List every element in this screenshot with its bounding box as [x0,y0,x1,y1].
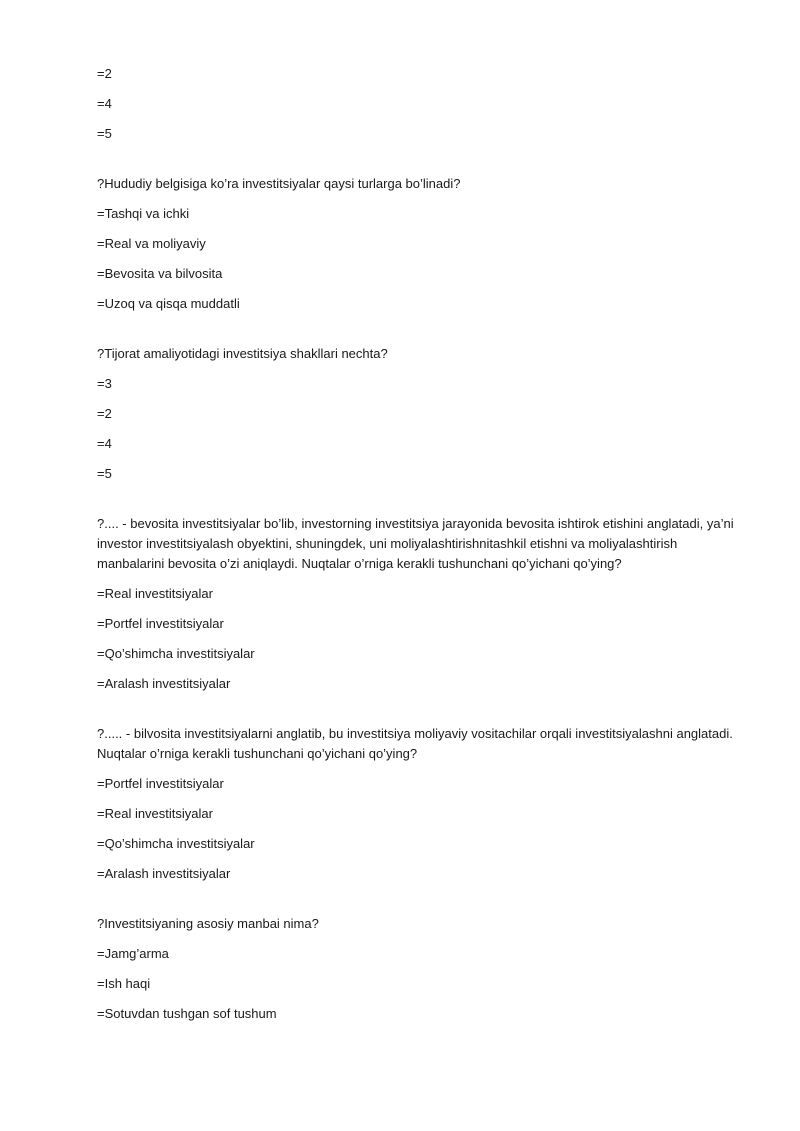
answer-option: =4 [97,96,112,111]
answer-option: =Aralash investitsiyalar [97,676,231,691]
answer-option: =Qo’shimcha investitsiyalar [97,646,255,661]
question-text: ?Tijorat amaliyotidagi investitsiya shakllari nechta? [97,346,388,361]
answer-option: =Qo’shimcha investitsiyalar [97,836,255,851]
answer-option: =Uzoq va qisqa muddatli [97,296,240,311]
answer-option: =4 [97,436,112,451]
answer-option: =Portfel investitsiyalar [97,776,224,791]
answer-option: =Portfel investitsiyalar [97,616,224,631]
answer-option: =Aralash investitsiyalar [97,866,231,881]
question-block [97,174,747,314]
question-block [97,724,747,884]
answer-option: =5 [97,466,112,481]
answer-option: =Sotuvdan tushgan sof tushum [97,1006,277,1021]
answer-option: =Ish haqi [97,976,151,991]
question-block [97,514,747,694]
answer-option: =Jamg’arma [97,946,169,961]
question-text: ?Hududiy belgisiga ko’ra investitsiyalar qaysi turlarga bo’linadi? [97,176,461,191]
question-text: ?Investitsiyaning asosiy manbai nima? [97,916,319,931]
question-block [97,914,747,1024]
document-page [97,64,747,1054]
answer-option: =Bevosita va bilvosita [97,266,223,281]
answer-option: =Real investitsiyalar [97,806,213,821]
answer-option: =2 [97,406,112,421]
answer-option: =Real va moliyaviy [97,236,206,251]
answer-option: =Real investitsiyalar [97,586,213,601]
answer-option: =2 [97,66,112,81]
answer-option: =3 [97,376,112,391]
question-block [97,64,747,144]
answer-option: =5 [97,126,112,141]
question-block [97,344,747,484]
answer-option: =Tashqi va ichki [97,206,190,221]
question-text: ?..... - bilvosita investitsiyalarni anglatib, bu investitsiya moliyaviy vositachilar orqali investitsiyalashni anglatadi. Nuqtalar o’rniga kerakli tushunchani qo’yichani qo’ying? [97,726,733,761]
question-text: ?.... - bevosita investitsiyalar bo’lib, investorning investitsiya jarayonida bevosita ishtirok etishini anglatadi, ya’ni investor investitsiyalash obyektini, shuningdek, uni moliyalashtirishnitashkil etishni va moliyalashtirish manbalarini bevosita o’zi aniqlaydi. Nuqtalar o’rniga kerakli tushunchani qo’yichani qo’ying? [97,516,734,571]
